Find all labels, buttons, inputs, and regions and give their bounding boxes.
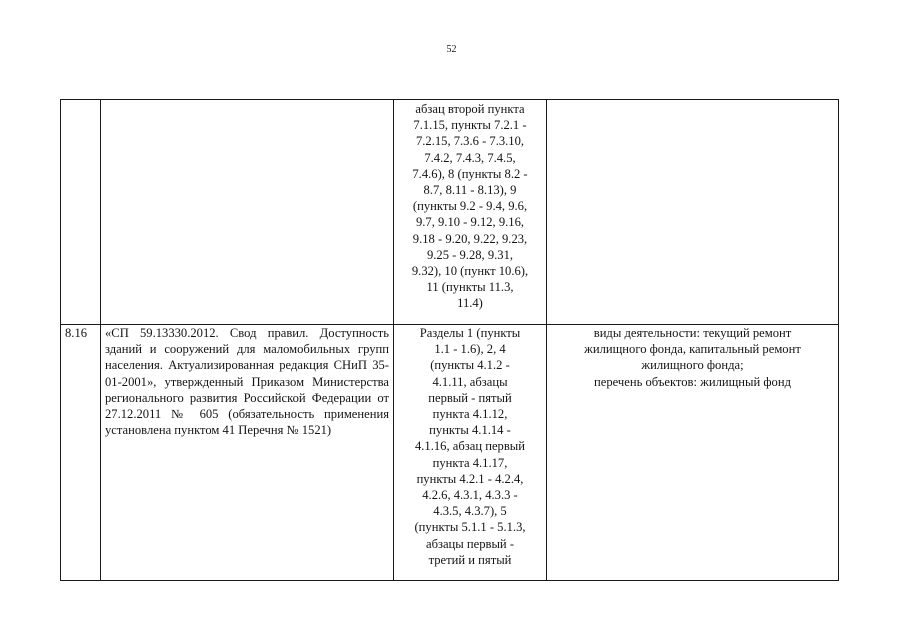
requirements-table bbox=[60, 99, 839, 581]
sections-line: первый - пятый bbox=[428, 390, 512, 405]
sections-line: абзацы первый - bbox=[425, 536, 515, 551]
sections-line: третий и пятый bbox=[428, 552, 512, 567]
sections-line: 9.32), 10 (пункт 10.6), bbox=[411, 264, 529, 279]
table-row-8-16 bbox=[61, 325, 839, 581]
sections-line: 9.25 - 9.28, 9.31, bbox=[426, 247, 514, 262]
sections-line: 4.1.16, абзац первый bbox=[414, 439, 525, 454]
sections-line: (пункты 9.2 - 9.4, 9.6, bbox=[412, 199, 528, 214]
activities-line: виды деятельности: текущий ремонт bbox=[593, 326, 792, 340]
sections-line: абзац второй пункта bbox=[415, 102, 525, 116]
sections-line: пункта 4.1.17, bbox=[432, 455, 508, 470]
activities-cell bbox=[547, 100, 839, 325]
sections-line: 7.4.2, 7.4.3, 7.4.5, bbox=[424, 150, 516, 165]
sections-line: 11.4) bbox=[457, 296, 483, 311]
sections-line: 7.1.15, пункты 7.2.1 - bbox=[413, 118, 527, 133]
sections-line: 7.4.6), 8 (пункты 8.2 - bbox=[412, 166, 528, 181]
sections-cell bbox=[394, 100, 547, 325]
sections-line: пункты 4.1.14 - bbox=[429, 423, 511, 438]
activities-line: жилищного фонда, капитальный ремонт bbox=[584, 342, 801, 357]
sections-line: 4.2.6, 4.3.1, 4.3.3 - bbox=[422, 488, 518, 503]
sections-cell bbox=[394, 325, 547, 581]
row-number-cell: 8.16 bbox=[61, 325, 101, 581]
sections-line: 4.1.11, абзацы bbox=[432, 374, 508, 389]
activities-line: жилищного фонда; bbox=[641, 358, 744, 373]
table-row-continued bbox=[61, 100, 839, 325]
activities-cell bbox=[547, 325, 839, 581]
sections-line: 1.1 - 1.6), 2, 4 bbox=[434, 342, 506, 357]
row-number-cell bbox=[61, 100, 101, 325]
sections-line: 9.18 - 9.20, 9.22, 9.23, bbox=[412, 231, 528, 246]
sections-line: 11 (пункты 11.3, bbox=[426, 280, 514, 295]
page-number: 52 bbox=[446, 44, 457, 55]
sections-line: 4.3.5, 4.3.7), 5 bbox=[433, 504, 507, 519]
document-cell bbox=[101, 100, 394, 325]
sections-line: 9.7, 9.10 - 9.12, 9.16, bbox=[415, 215, 525, 230]
sections-line: пункта 4.1.12, bbox=[432, 407, 508, 422]
sections-line: 7.2.15, 7.3.6 - 7.3.10, bbox=[415, 134, 525, 149]
sections-line: Разделы 1 (пункты bbox=[419, 326, 521, 340]
sections-line: (пункты 5.1.1 - 5.1.3, bbox=[414, 520, 526, 535]
sections-line: пункты 4.2.1 - 4.2.4, bbox=[416, 471, 524, 486]
activities-line: перечень объектов: жилищный фонд bbox=[594, 374, 791, 389]
sections-line: (пункты 4.1.2 - bbox=[430, 358, 510, 373]
document-cell: «СП 59.13330.2012. Свод правил. Доступность зданий и сооружений для маломобильных групп населения. Актуализированная редакция СНиП 35-01-2001», утвержденный Приказом Министерства регионального развития Российской Федерации от 27.12.2011 № 605 (обязательность применения установлена пунктом 41 Перечня № 1521) bbox=[101, 325, 394, 581]
sections-line: 8.7, 8.11 - 8.13), 9 bbox=[423, 183, 517, 198]
